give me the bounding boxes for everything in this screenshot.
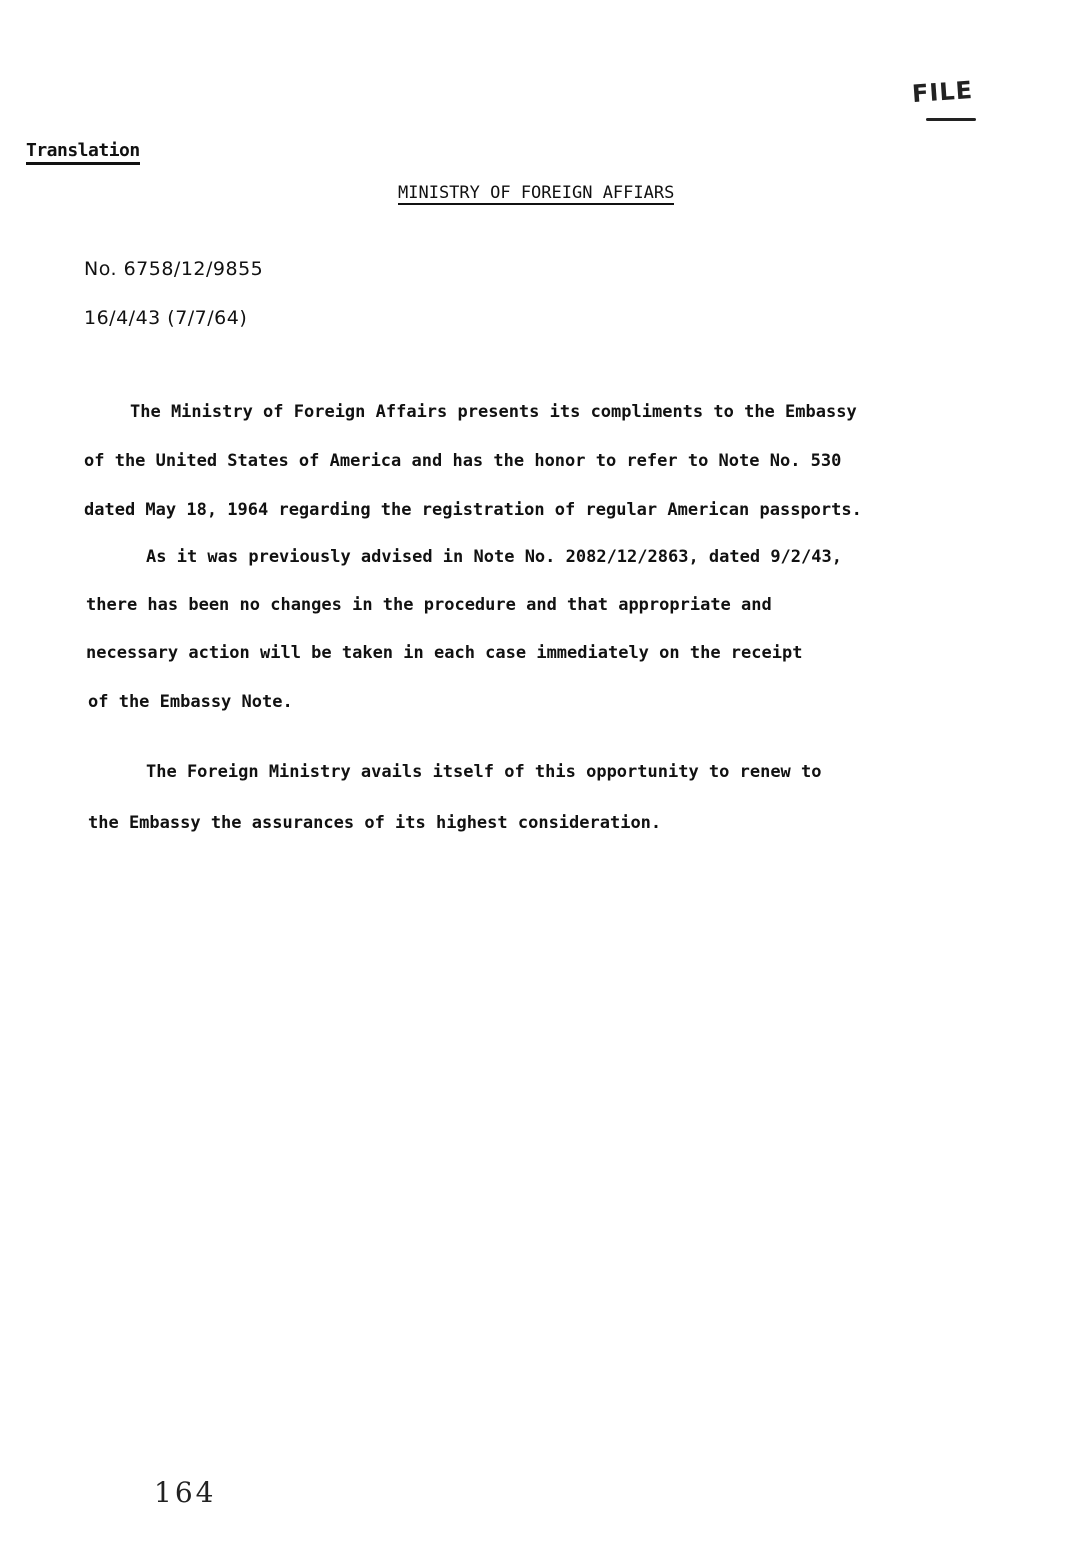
paragraph3-line1: The Foreign Ministry avails itself of this opportunity to renew to: [146, 762, 822, 782]
paragraph2-line2: there has been no changes in the procedure and that appropriate and: [86, 595, 772, 615]
paragraph2-line3: necessary action will be taken in each case immediately on the receipt: [86, 643, 803, 663]
paragraph3-line2: the Embassy the assurances of its highest consideration.: [88, 813, 662, 833]
paragraph2-line4: of the Embassy Note.: [88, 692, 293, 712]
document-title: MINISTRY OF FOREIGN AFFIARS: [398, 183, 675, 203]
reference-number: No. 6758/12/9855: [84, 258, 264, 280]
file-mark-underline: [926, 118, 976, 121]
reference-date: 16/4/43 (7/7/64): [84, 307, 248, 329]
page-number: 164: [154, 1476, 217, 1509]
file-handwritten-mark: FILE: [911, 75, 974, 109]
paragraph1-line3: dated May 18, 1964 regarding the registration of regular American passports.: [84, 500, 862, 520]
paragraph2-line1: As it was previously advised in Note No. 2082/12/2863, dated 9/2/43,: [146, 547, 842, 567]
paragraph1-line1: The Ministry of Foreign Affairs presents its compliments to the Embassy: [130, 402, 857, 422]
paragraph1-line2: of the United States of America and has the honor to refer to Note No. 530: [84, 451, 842, 471]
translation-label: Translation: [26, 140, 140, 165]
